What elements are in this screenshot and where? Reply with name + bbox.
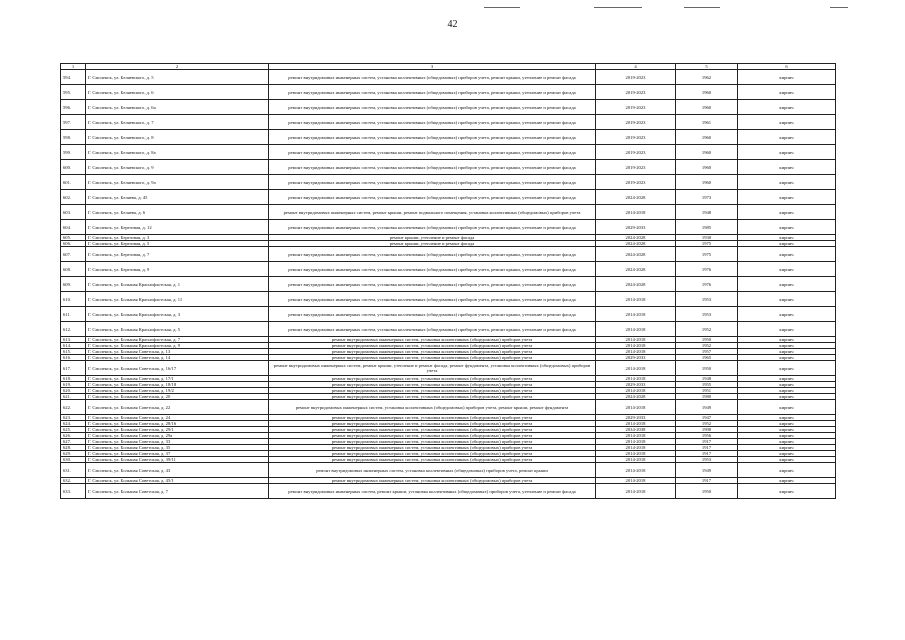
repair-schedule-table — [60, 63, 836, 499]
address-cell: Г. Смоленск, ул. Березовая, д. 7 — [86, 247, 269, 262]
address-cell: Г. Смоленск, ул. Березовая, д. 12 — [86, 220, 269, 235]
period-cell: 2014-2018 — [596, 349, 676, 355]
year-cell: 1948 — [676, 205, 738, 220]
address-cell: Г. Смоленск, ул. Беляевского, д. 5 — [86, 70, 269, 85]
table-row — [61, 130, 836, 145]
work-cell: ремонт внутридомовых инженерных систем, установка коллективных (общедомовых) приборов учета — [269, 388, 596, 394]
work-cell: ремонт внутридомовых инженерных систем, установка коллективных (общедомовых) приборов учета, ремонт крыши, утепление и ремонт фасада — [269, 247, 596, 262]
year-cell: 1975 — [676, 241, 738, 247]
work-cell: ремонт крыши, утепление и ремонт фасада — [269, 241, 596, 247]
address-cell: Г. Смоленск, ул. Большая Советская, д. 29/1 — [86, 427, 269, 433]
row-number: 620. — [61, 388, 86, 394]
address-cell: Г. Смоленск, ул. Беляевского, д. 9а — [86, 175, 269, 190]
material-cell: кирпич — [738, 478, 836, 484]
year-cell: 1962 — [676, 70, 738, 85]
row-number: 597. — [61, 115, 86, 130]
work-cell: ремонт внутридомовых инженерных систем, установка коллективных (общедомовых) приборов учета, ремонт крыши — [269, 463, 596, 478]
year-cell: 1930 — [676, 235, 738, 241]
year-cell: 1950 — [676, 484, 738, 499]
period-cell: 2014-2018 — [596, 376, 676, 382]
row-number: 601. — [61, 175, 86, 190]
year-cell: 1960 — [676, 175, 738, 190]
table-row — [61, 277, 836, 292]
address-cell: Г. Смоленск, ул. Большая Советская, д. 33 — [86, 439, 269, 445]
work-cell: ремонт внутридомовых инженерных систем, установка коллективных (общедомовых) приборов учета, ремонт крыши, утепление и ремонт фасада — [269, 262, 596, 277]
table-row — [61, 115, 836, 130]
top-rule-3 — [684, 7, 720, 8]
year-cell: 1960 — [676, 100, 738, 115]
year-cell: 1952 — [676, 421, 738, 427]
row-number: 631. — [61, 463, 86, 478]
work-cell: ремонт внутридомовых инженерных систем, установка коллективных (общедомовых) приборов учета, ремонт крыши, ремонт фундамента — [269, 400, 596, 415]
period-cell: 2014-2018 — [596, 337, 676, 343]
year-cell: 1947 — [676, 415, 738, 421]
material-cell: кирпич — [738, 241, 836, 247]
work-cell: ремонт внутридомовых инженерных систем, установка коллективных (общедомовых) приборов учета — [269, 445, 596, 451]
row-number: 616. — [61, 355, 86, 361]
material-cell: кирпич — [738, 415, 836, 421]
material-cell: кирпич — [738, 337, 836, 343]
address-cell: Г. Смоленск, ул. Большая Краснофлотская, д. 9 — [86, 343, 269, 349]
material-cell: кирпич — [738, 235, 836, 241]
address-cell: Г. Смоленск, ул. Большая Советская, д. 24 — [86, 415, 269, 421]
year-cell: 1976 — [676, 277, 738, 292]
row-number: 617. — [61, 361, 86, 376]
address-cell: Г. Смоленск, ул. Беляевского, д. 6 — [86, 85, 269, 100]
material-cell: кирпич — [738, 85, 836, 100]
year-cell: 1917 — [676, 445, 738, 451]
period-cell: 2019-2023 — [596, 145, 676, 160]
row-number: 618. — [61, 376, 86, 382]
row-number: 613. — [61, 337, 86, 343]
row-number: 629. — [61, 451, 86, 457]
address-cell: Г. Смоленск, ул. Большая Советская, д. 37 — [86, 451, 269, 457]
year-cell: 1973 — [676, 190, 738, 205]
address-cell: Г. Смоленск, ул. Большая Советская, д. 28/16 — [86, 421, 269, 427]
row-number: 594. — [61, 70, 86, 85]
work-cell: ремонт внутридомовых инженерных систем, установка коллективных (общедомовых) приборов учета, ремонт крыши, утепление и ремонт фасада — [269, 85, 596, 100]
period-cell: 2014-2018 — [596, 361, 676, 376]
row-number: 610. — [61, 292, 86, 307]
table-row — [61, 484, 836, 499]
row-number: 630. — [61, 457, 86, 463]
material-cell: кирпич — [738, 343, 836, 349]
column-header: 5 — [676, 64, 738, 70]
address-cell: Г. Смоленск, ул. Беляевского, д. 6а — [86, 100, 269, 115]
address-cell: Г. Смоленск, ул. Большая Советская, д. 39/11 — [86, 457, 269, 463]
table-row — [61, 100, 836, 115]
table-row — [61, 247, 836, 262]
year-cell: 1955 — [676, 382, 738, 388]
material-cell: кирпич — [738, 349, 836, 355]
material-cell: кирпич — [738, 322, 836, 337]
material-cell: кирпич — [738, 205, 836, 220]
material-cell: кирпич — [738, 388, 836, 394]
year-cell: 1951 — [676, 388, 738, 394]
row-number: 599. — [61, 145, 86, 160]
work-cell: ремонт внутридомовых инженерных систем, установка коллективных (общедомовых) приборов учета — [269, 343, 596, 349]
work-cell: ремонт внутридомовых инженерных систем, установка коллективных (общедомовых) приборов учета — [269, 355, 596, 361]
year-cell: 1917 — [676, 451, 738, 457]
period-cell: 2014-2018 — [596, 307, 676, 322]
period-cell: 2019-2023 — [596, 70, 676, 85]
material-cell: кирпич — [738, 400, 836, 415]
year-cell: 1952 — [676, 322, 738, 337]
address-cell: Г. Смоленск, ул. Беляева, д. 6 — [86, 205, 269, 220]
address-cell: Г. Смоленск, ул. Большая Краснофлотская, д. 3 — [86, 307, 269, 322]
period-cell: 2014-2018 — [596, 484, 676, 499]
work-cell: ремонт внутридомовых инженерных систем, ремонт крыши, установка коллективных (общедомовых) приборов учета, утепление и ремонт фасада — [269, 484, 596, 499]
work-cell: ремонт внутридомовых инженерных систем, установка коллективных (общедомовых) приборов учета, ремонт крыши, утепление и ремонт фасада — [269, 190, 596, 205]
material-cell: кирпич — [738, 130, 836, 145]
material-cell: кирпич — [738, 421, 836, 427]
period-cell: 2014-2018 — [596, 433, 676, 439]
row-number: 628. — [61, 445, 86, 451]
period-cell: 2019-2023 — [596, 175, 676, 190]
address-cell: Г. Смоленск, ул. Большая Советская, д. 19/2 — [86, 388, 269, 394]
year-cell: 1960 — [676, 85, 738, 100]
address-cell: Г. Смоленск, ул. Беляева, д. 45 — [86, 190, 269, 205]
material-cell: кирпич — [738, 190, 836, 205]
table-row — [61, 205, 836, 220]
period-cell: 2014-2018 — [596, 205, 676, 220]
address-cell: Г. Смоленск, ул. Беляевского, д. 7 — [86, 115, 269, 130]
row-number: 608. — [61, 262, 86, 277]
material-cell: кирпич — [738, 361, 836, 376]
year-cell: 1949 — [676, 400, 738, 415]
year-cell: 1976 — [676, 262, 738, 277]
material-cell: кирпич — [738, 439, 836, 445]
address-cell: Г. Смоленск, ул. Большая Советская, д. 7 — [86, 484, 269, 499]
work-cell: ремонт внутридомовых инженерных систем, установка коллективных (общедомовых) приборов учета — [269, 349, 596, 355]
table-row — [61, 160, 836, 175]
address-cell: Г. Смоленск, ул. Большая Советская, д. 17/1 — [86, 376, 269, 382]
row-number: 632. — [61, 478, 86, 484]
work-cell: ремонт внутридомовых инженерных систем, установка коллективных (общедомовых) приборов учета, ремонт крыши, утепление и ремонт фасада — [269, 100, 596, 115]
period-cell: 2014-2018 — [596, 451, 676, 457]
material-cell: кирпич — [738, 382, 836, 388]
period-cell: 2029-2033 — [596, 415, 676, 421]
address-cell: Г. Смоленск, ул. Большая Советская, д. 29а — [86, 433, 269, 439]
period-cell: 2019-2023 — [596, 100, 676, 115]
period-cell: 2014-2018 — [596, 421, 676, 427]
work-cell: ремонт крыши, утепление и ремонт фасада — [269, 235, 596, 241]
material-cell: кирпич — [738, 262, 836, 277]
material-cell: кирпич — [738, 457, 836, 463]
address-cell: Г. Смоленск, ул. Беляевского, д. 8а — [86, 145, 269, 160]
work-cell: ремонт внутридомовых инженерных систем, ремонт крыши, ремонт подвального помещения, установка коллективных (общедомовых) приборов учета — [269, 205, 596, 220]
year-cell: 1957 — [676, 349, 738, 355]
column-header: 4 — [596, 64, 676, 70]
work-cell: ремонт внутридомовых инженерных систем, установка коллективных (общедомовых) приборов учета — [269, 439, 596, 445]
address-cell: Г. Смоленск, ул. Березовая, д. 9 — [86, 262, 269, 277]
year-cell: 1960 — [676, 145, 738, 160]
address-cell: Г. Смоленск, ул. Большая Советская, д. 13 — [86, 349, 269, 355]
material-cell: кирпич — [738, 160, 836, 175]
row-number: 633. — [61, 484, 86, 499]
material-cell: кирпич — [738, 463, 836, 478]
year-cell: 1961 — [676, 115, 738, 130]
material-cell: кирпич — [738, 433, 836, 439]
period-cell: 2014-2018 — [596, 463, 676, 478]
material-cell: кирпич — [738, 394, 836, 400]
row-number: 603. — [61, 205, 86, 220]
year-cell: 1965 — [676, 355, 738, 361]
period-cell: 2024-2028 — [596, 190, 676, 205]
address-cell: Г. Смоленск, ул. Березовая, д. 3 — [86, 235, 269, 241]
top-rule-1 — [484, 7, 520, 8]
material-cell: кирпич — [738, 220, 836, 235]
work-cell: ремонт внутридомовых инженерных систем, установка коллективных (общедомовых) приборов учета — [269, 394, 596, 400]
year-cell: 1949 — [676, 463, 738, 478]
material-cell: кирпич — [738, 145, 836, 160]
row-number: 604. — [61, 220, 86, 235]
work-cell: ремонт внутридомовых инженерных систем, установка коллективных (общедомовых) приборов учета — [269, 337, 596, 343]
table-row — [61, 262, 836, 277]
address-cell: Г. Смоленск, ул. Большая Краснофлотская, д. 5 — [86, 322, 269, 337]
period-cell: 2024-2028 — [596, 241, 676, 247]
row-number: 598. — [61, 130, 86, 145]
period-cell: 2019-2023 — [596, 85, 676, 100]
address-cell: Г. Смоленск, ул. Большая Краснофлотская, д. 11 — [86, 292, 269, 307]
address-cell: Г. Смоленск, ул. Большая Советская, д. 18/18 — [86, 382, 269, 388]
period-cell: 2034-2038 — [596, 427, 676, 433]
work-cell: ремонт внутридомовых инженерных систем, установка коллективных (общедомовых) приборов учета, ремонт крыши, утепление и ремонт фасада — [269, 70, 596, 85]
work-cell: ремонт внутридомовых инженерных систем, установка коллективных (общедомовых) приборов учета, ремонт крыши, утепление и ремонт фасада — [269, 130, 596, 145]
table-row — [61, 85, 836, 100]
period-cell: 2014-2018 — [596, 343, 676, 349]
work-cell: ремонт внутридомовых инженерных систем, установка коллективных (общедомовых) приборов учета, ремонт крыши, утепление и ремонт фасада — [269, 175, 596, 190]
year-cell: 1985 — [676, 220, 738, 235]
row-number: 609. — [61, 277, 86, 292]
period-cell: 2024-2028 — [596, 277, 676, 292]
work-cell: ремонт внутридомовых инженерных систем, установка коллективных (общедомовых) приборов учета — [269, 382, 596, 388]
work-cell: ремонт внутридомовых инженерных систем, установка коллективных (общедомовых) приборов учета, ремонт крыши, утепление и ремонт фасада — [269, 220, 596, 235]
period-cell: 2014-2018 — [596, 439, 676, 445]
material-cell: кирпич — [738, 100, 836, 115]
material-cell: кирпич — [738, 70, 836, 85]
year-cell: 1950 — [676, 337, 738, 343]
material-cell: кирпич — [738, 445, 836, 451]
period-cell: 2014-2018 — [596, 457, 676, 463]
row-number: 614. — [61, 343, 86, 349]
year-cell: 1950 — [676, 361, 738, 376]
table-row — [61, 292, 836, 307]
year-cell: 1948 — [676, 376, 738, 382]
top-rule-2 — [594, 7, 642, 8]
material-cell: кирпич — [738, 376, 836, 382]
material-cell: кирпич — [738, 277, 836, 292]
row-number: 607. — [61, 247, 86, 262]
year-cell: 1917 — [676, 478, 738, 484]
work-cell: ремонт внутридомовых инженерных систем, установка коллективных (общедомовых) приборов учета — [269, 427, 596, 433]
material-cell: кирпич — [738, 292, 836, 307]
row-number: 623. — [61, 415, 86, 421]
work-cell: ремонт внутридомовых инженерных систем, установка коллективных (общедомовых) приборов учета, ремонт крыши, утепление и ремонт фасада — [269, 160, 596, 175]
table-row — [61, 463, 836, 478]
material-cell: кирпич — [738, 247, 836, 262]
period-cell: 2024-2028 — [596, 247, 676, 262]
work-cell: ремонт внутридомовых инженерных систем, установка коллективных (общедомовых) приборов учета, ремонт крыши, утепление и ремонт фасада — [269, 307, 596, 322]
table-row — [61, 400, 836, 415]
period-cell: 2019-2023 — [596, 115, 676, 130]
table-row — [61, 145, 836, 160]
address-cell: Г. Смоленск, ул. Большая Советская, д. 35 — [86, 445, 269, 451]
row-number: 596. — [61, 100, 86, 115]
work-cell: ремонт внутридомовых инженерных систем, установка коллективных (общедомовых) приборов учета — [269, 415, 596, 421]
period-cell: 2024-2028 — [596, 262, 676, 277]
year-cell: 1960 — [676, 130, 738, 145]
period-cell: 2019-2023 — [596, 160, 676, 175]
year-cell: 1975 — [676, 247, 738, 262]
year-cell: 1952 — [676, 343, 738, 349]
row-number: 626. — [61, 433, 86, 439]
year-cell: 1960 — [676, 160, 738, 175]
period-cell: 2019-2023 — [596, 130, 676, 145]
address-cell: Г. Смоленск, ул. Большая Советская, д. 20 — [86, 394, 269, 400]
year-cell: 1956 — [676, 433, 738, 439]
period-cell: 2014-2018 — [596, 445, 676, 451]
row-number: 612. — [61, 322, 86, 337]
year-cell: 1953 — [676, 457, 738, 463]
work-cell: ремонт внутридомовых инженерных систем, установка коллективных (общедомовых) приборов учета — [269, 478, 596, 484]
table-row — [61, 361, 836, 376]
work-cell: ремонт внутридомовых инженерных систем, установка коллективных (общедомовых) приборов учета, ремонт крыши, утепление и ремонт фасада — [269, 277, 596, 292]
address-cell: Г. Смоленск, ул. Большая Краснофлотская, д. 7 — [86, 337, 269, 343]
table-row — [61, 322, 836, 337]
column-header: 1 — [61, 64, 86, 70]
year-cell: 1953 — [676, 307, 738, 322]
work-cell: ремонт внутридомовых инженерных систем, установка коллективных (общедомовых) приборов учета — [269, 376, 596, 382]
material-cell: кирпич — [738, 355, 836, 361]
row-number: 627. — [61, 439, 86, 445]
column-header: 6 — [738, 64, 836, 70]
year-cell: 1980 — [676, 394, 738, 400]
material-cell: кирпич — [738, 115, 836, 130]
period-cell: 2014-2018 — [596, 400, 676, 415]
work-cell: ремонт внутридомовых инженерных систем, установка коллективных (общедомовых) приборов учета, ремонт крыши, утепление и ремонт фасада — [269, 115, 596, 130]
period-cell: 2029-2033 — [596, 220, 676, 235]
address-cell: Г. Смоленск, ул. Большая Советская, д. 45/1 — [86, 478, 269, 484]
work-cell: ремонт внутридомовых инженерных систем, установка коллективных (общедомовых) приборов учета, ремонт крыши, утепление и ремонт фасада — [269, 145, 596, 160]
year-cell: 1998 — [676, 427, 738, 433]
address-cell: Г. Смоленск, ул. Большая Советская, д. 16/17 — [86, 361, 269, 376]
material-cell: кирпич — [738, 451, 836, 457]
work-cell: ремонт внутридомовых инженерных систем, установка коллективных (общедомовых) приборов учета, ремонт крыши, утепление и ремонт фасада — [269, 322, 596, 337]
year-cell: 1917 — [676, 439, 738, 445]
table-row — [61, 70, 836, 85]
column-header: 3 — [269, 64, 596, 70]
work-cell: ремонт внутридомовых инженерных систем, установка коллективных (общедомовых) приборов учета — [269, 451, 596, 457]
address-cell: Г. Смоленск, ул. Большая Советская, д. 43 — [86, 463, 269, 478]
row-number: 602. — [61, 190, 86, 205]
address-cell: Г. Смоленск, ул. Большая Краснофлотская, д. 1 — [86, 277, 269, 292]
address-cell: Г. Смоленск, ул. Березовая, д. 5 — [86, 241, 269, 247]
work-cell: ремонт внутридомовых инженерных систем, установка коллективных (общедомовых) приборов учета — [269, 457, 596, 463]
column-header: 2 — [86, 64, 269, 70]
period-cell: 2029-2033 — [596, 382, 676, 388]
row-number: 619. — [61, 382, 86, 388]
period-cell: 2014-2018 — [596, 322, 676, 337]
row-number: 606. — [61, 241, 86, 247]
address-cell: Г. Смоленск, ул. Беляевского, д. 8 — [86, 130, 269, 145]
address-cell: Г. Смоленск, ул. Большая Советская, д. 14 — [86, 355, 269, 361]
material-cell: кирпич — [738, 175, 836, 190]
period-cell: 2014-2018 — [596, 478, 676, 484]
work-cell: ремонт внутридомовых инженерных систем, установка коллективных (общедомовых) приборов учета, ремонт крыши, утепление и ремонт фасада — [269, 292, 596, 307]
material-cell: кирпич — [738, 484, 836, 499]
row-number: 611. — [61, 307, 86, 322]
work-cell: ремонт внутридомовых инженерных систем, ремонт крыши, утепление и ремонт фасада, ремонт фундамента, установка коллективных (общедомовых) приборов учета — [269, 361, 596, 376]
address-cell: Г. Смоленск, ул. Большая Советская, д. 22 — [86, 400, 269, 415]
table-row — [61, 190, 836, 205]
year-cell: 1953 — [676, 292, 738, 307]
address-cell: Г. Смоленск, ул. Беляевского, д. 9 — [86, 160, 269, 175]
row-number: 605. — [61, 235, 86, 241]
row-number: 621. — [61, 394, 86, 400]
table-row — [61, 175, 836, 190]
table-row — [61, 307, 836, 322]
row-number: 622. — [61, 400, 86, 415]
table-row — [61, 220, 836, 235]
row-number: 600. — [61, 160, 86, 175]
period-cell: 2024-2028 — [596, 394, 676, 400]
top-rule-4 — [830, 7, 848, 8]
row-number: 595. — [61, 85, 86, 100]
page-number: 42 — [447, 19, 458, 30]
material-cell: кирпич — [738, 427, 836, 433]
row-number: 625. — [61, 427, 86, 433]
row-number: 615. — [61, 349, 86, 355]
period-cell: 2014-2018 — [596, 292, 676, 307]
period-cell: 2029-2033 — [596, 355, 676, 361]
work-cell: ремонт внутридомовых инженерных систем, установка коллективных (общедомовых) приборов учета — [269, 433, 596, 439]
row-number: 624. — [61, 421, 86, 427]
period-cell: 2014-2018 — [596, 388, 676, 394]
period-cell: 2024-2028 — [596, 235, 676, 241]
material-cell: кирпич — [738, 307, 836, 322]
work-cell: ремонт внутридомовых инженерных систем, установка коллективных (общедомовых) приборов учета — [269, 421, 596, 427]
